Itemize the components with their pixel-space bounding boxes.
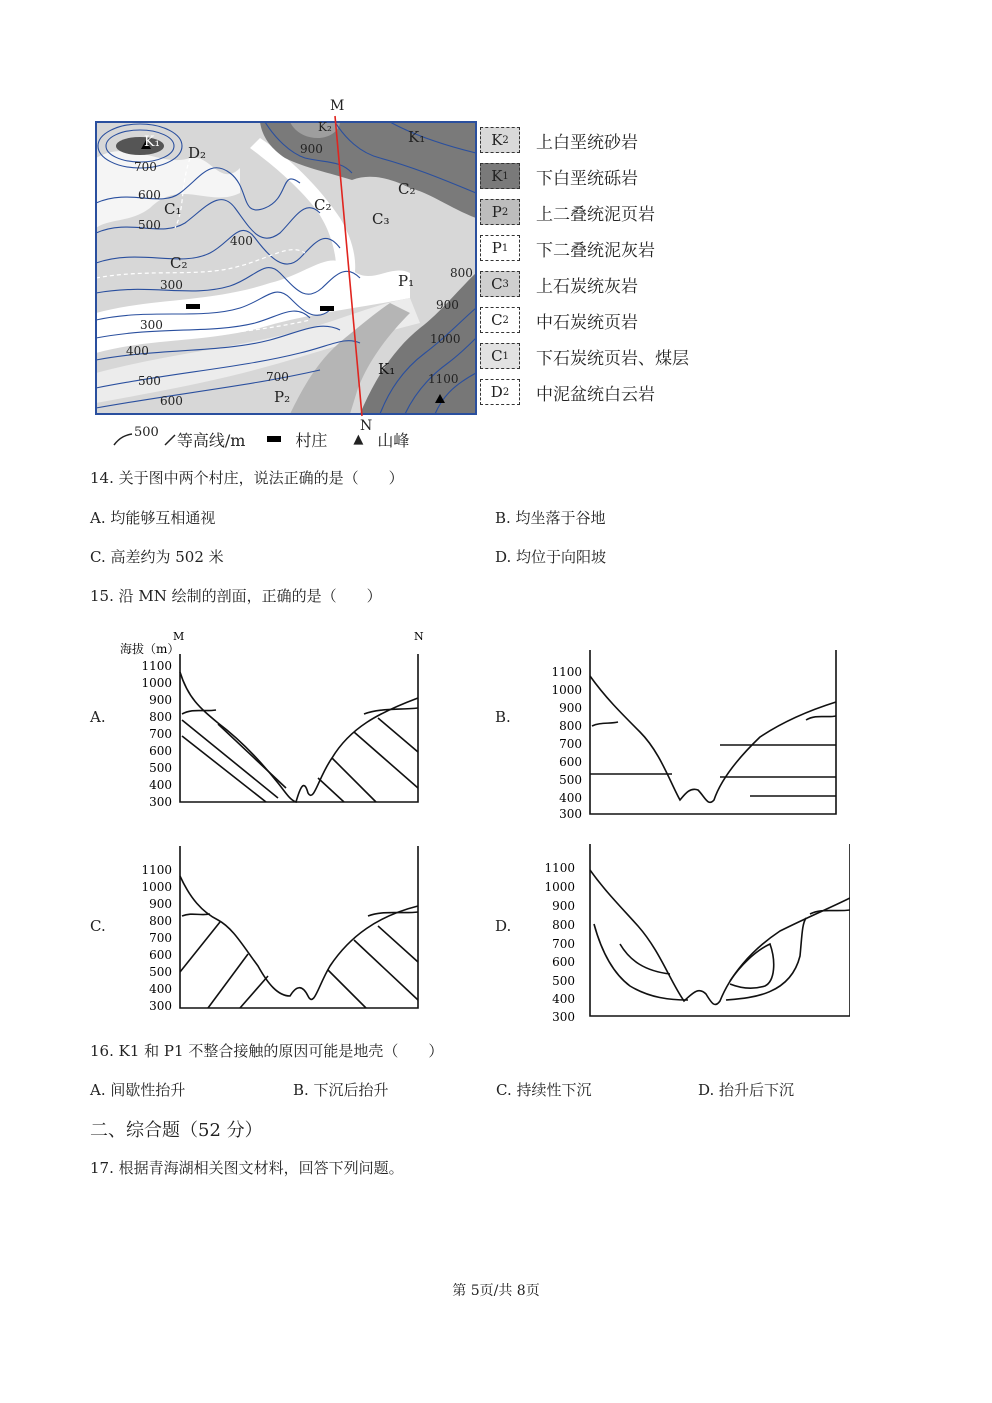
legend-swatch: K 1	[480, 163, 520, 189]
profile-d	[520, 836, 850, 1022]
question-14-option-a[interactable]: A. 均能够互相通视	[90, 509, 216, 527]
legend-item	[480, 378, 655, 406]
question-16-option-b[interactable]: B. 下沉后抬升	[293, 1081, 389, 1099]
svg-text:300: 300	[149, 999, 172, 1013]
svg-text:500: 500	[559, 773, 582, 787]
svg-text:300: 300	[552, 1010, 575, 1022]
peak-legend-icon: ▲	[353, 431, 364, 447]
svg-text:800: 800	[149, 914, 172, 928]
legend-item	[480, 234, 655, 262]
svg-text:900: 900	[149, 693, 172, 707]
legend-swatch: P 2	[480, 199, 520, 225]
unit-label: C₁	[164, 200, 182, 218]
legend-label: 上二叠统泥页岩	[536, 204, 655, 225]
profile-b	[520, 642, 850, 822]
svg-text:700: 700	[149, 727, 172, 741]
legend-swatch: C 2	[480, 307, 520, 333]
contour-label: 400	[230, 234, 253, 248]
section-title: 二、综合题（52 分）	[90, 1120, 263, 1141]
legend-swatch: D 2	[480, 379, 520, 405]
unit-label: D₂	[188, 144, 207, 162]
profile-option-label-d[interactable]: D.	[495, 917, 512, 935]
village-icon	[186, 304, 200, 309]
profile-option-label-a[interactable]: A.	[90, 708, 106, 726]
contour-label: 900	[436, 298, 459, 312]
question-16-option-c[interactable]: C. 持续性下沉	[496, 1081, 592, 1099]
question-14-option-c[interactable]: C. 高差约为 502 米	[90, 548, 224, 566]
legend-item	[480, 270, 638, 298]
contour-sample-icon	[112, 431, 134, 447]
svg-text:400: 400	[552, 992, 575, 1006]
unit-label: K₁	[378, 360, 396, 378]
svg-text:900: 900	[552, 899, 575, 913]
legend-item	[480, 162, 638, 190]
contour-label: 800	[450, 266, 473, 280]
legend-swatch: K 2	[480, 127, 520, 153]
question-14-option-d[interactable]: D. 均位于向阳坡	[495, 548, 607, 566]
unit-label: C₂	[314, 196, 332, 214]
svg-text:500: 500	[552, 974, 575, 988]
svg-text:700: 700	[552, 937, 575, 951]
map-label-n: N	[360, 418, 373, 434]
legend-item	[480, 198, 655, 226]
legend-label: 上石炭统灰岩	[536, 276, 638, 297]
legend-item	[480, 306, 638, 334]
contour-label: 500	[138, 374, 161, 388]
unit-label: C₃	[372, 210, 390, 228]
svg-text:300: 300	[559, 807, 582, 821]
svg-text:800: 800	[149, 710, 172, 724]
question-14-stem: 14. 关于图中两个村庄，说法正确的是（ ）	[90, 469, 404, 487]
svg-text:800: 800	[552, 918, 575, 932]
axis-title: 海拔（m）	[120, 642, 180, 656]
contour-legend-label: 等高线/m	[176, 430, 246, 450]
contour-label: 300	[160, 278, 183, 292]
map-symbol-legend	[112, 426, 409, 452]
unit-label: K₁	[408, 128, 426, 146]
svg-text:600: 600	[149, 948, 172, 962]
page-number: 第 5页/共 8页	[452, 1283, 540, 1299]
contour-label: 400	[126, 344, 149, 358]
svg-text:1000: 1000	[544, 880, 575, 894]
svg-text:500: 500	[149, 761, 172, 775]
svg-text:600: 600	[149, 744, 172, 758]
question-16-option-d[interactable]: D. 抬升后下沉	[698, 1081, 795, 1099]
village-legend-icon	[267, 436, 281, 442]
unit-label: C₂	[398, 180, 416, 198]
contour-label: 600	[138, 188, 161, 202]
svg-text:1100: 1100	[544, 861, 575, 875]
unit-label: K₁	[144, 134, 161, 150]
contour-label: 1000	[430, 332, 461, 346]
legend-label: 中石炭统页岩	[536, 312, 638, 333]
svg-text:900: 900	[149, 897, 172, 911]
profile-option-label-b[interactable]: B.	[495, 708, 511, 726]
svg-text:1000: 1000	[141, 676, 172, 690]
contour-label: 700	[266, 370, 289, 384]
unit-label: P₂	[274, 388, 291, 406]
question-14-option-b[interactable]: B. 均坐落于谷地	[495, 509, 606, 527]
svg-text:1100: 1100	[141, 863, 172, 877]
svg-text:400: 400	[559, 791, 582, 805]
unit-label: P₁	[398, 272, 415, 290]
svg-text:400: 400	[149, 982, 172, 996]
contour-label: 900	[300, 142, 323, 156]
contour-label: 600	[160, 394, 183, 408]
profile-b-svg	[520, 642, 850, 822]
svg-text:600: 600	[559, 755, 582, 769]
svg-text:500: 500	[149, 965, 172, 979]
profile-a	[118, 628, 430, 808]
svg-text:800: 800	[559, 719, 582, 733]
svg-text:1000: 1000	[551, 683, 582, 697]
svg-text:1100: 1100	[551, 665, 582, 679]
legend-swatch: P 1	[480, 235, 520, 261]
svg-text:1000: 1000	[141, 880, 172, 894]
svg-text:600: 600	[552, 955, 575, 969]
contour-label: 1100	[428, 372, 459, 386]
question-17-stem: 17. 根据青海湖相关图文材料，回答下列问题。	[90, 1159, 404, 1177]
legend-label: 下二叠统泥灰岩	[536, 240, 655, 261]
question-15-stem: 15. 沿 MN 绘制的剖面，正确的是（ ）	[90, 587, 382, 605]
profile-label-m: M	[173, 630, 185, 643]
contour-label: 300	[140, 318, 163, 332]
unit-label: C₂	[170, 254, 188, 272]
profile-label-n: N	[414, 630, 424, 643]
question-16-stem: 16. K1 和 P1 不整合接触的原因可能是地壳（ ）	[90, 1042, 444, 1060]
peak-legend-label: 山峰	[377, 430, 410, 450]
profile-a-svg	[118, 628, 430, 808]
legend-swatch: C 1	[480, 343, 520, 369]
legend-label: 中泥盆统白云岩	[536, 384, 655, 405]
contour-sample-value: 500	[134, 424, 159, 440]
legend-item	[480, 126, 638, 154]
legend-label: 下白垩统砾岩	[536, 168, 638, 189]
svg-text:1100: 1100	[141, 659, 172, 673]
svg-text:400: 400	[149, 778, 172, 792]
unit-label: K₂	[318, 120, 332, 134]
svg-text:700: 700	[559, 737, 582, 751]
profile-option-label-c[interactable]: C.	[90, 917, 106, 935]
profile-c-svg	[118, 836, 430, 1016]
svg-text:900: 900	[559, 701, 582, 715]
contour-label: 500	[138, 218, 161, 232]
legend-swatch: C 3	[480, 271, 520, 297]
map-label-m: M	[330, 98, 345, 114]
question-16-option-a[interactable]: A. 间歇性抬升	[90, 1081, 186, 1099]
legend-label: 上白垩统砂岩	[536, 132, 638, 153]
legend-label: 下石炭统页岩、煤层	[536, 348, 689, 369]
village-legend-label: 村庄	[295, 430, 328, 450]
profile-d-svg	[520, 836, 850, 1022]
contour-label: 700	[134, 160, 157, 174]
svg-text:700: 700	[149, 931, 172, 945]
contour-sample-end-icon	[163, 431, 177, 447]
svg-text:300: 300	[149, 795, 172, 808]
village-icon	[320, 306, 334, 311]
legend-item	[480, 342, 689, 370]
profile-c	[118, 836, 430, 1016]
geologic-map	[90, 98, 482, 434]
